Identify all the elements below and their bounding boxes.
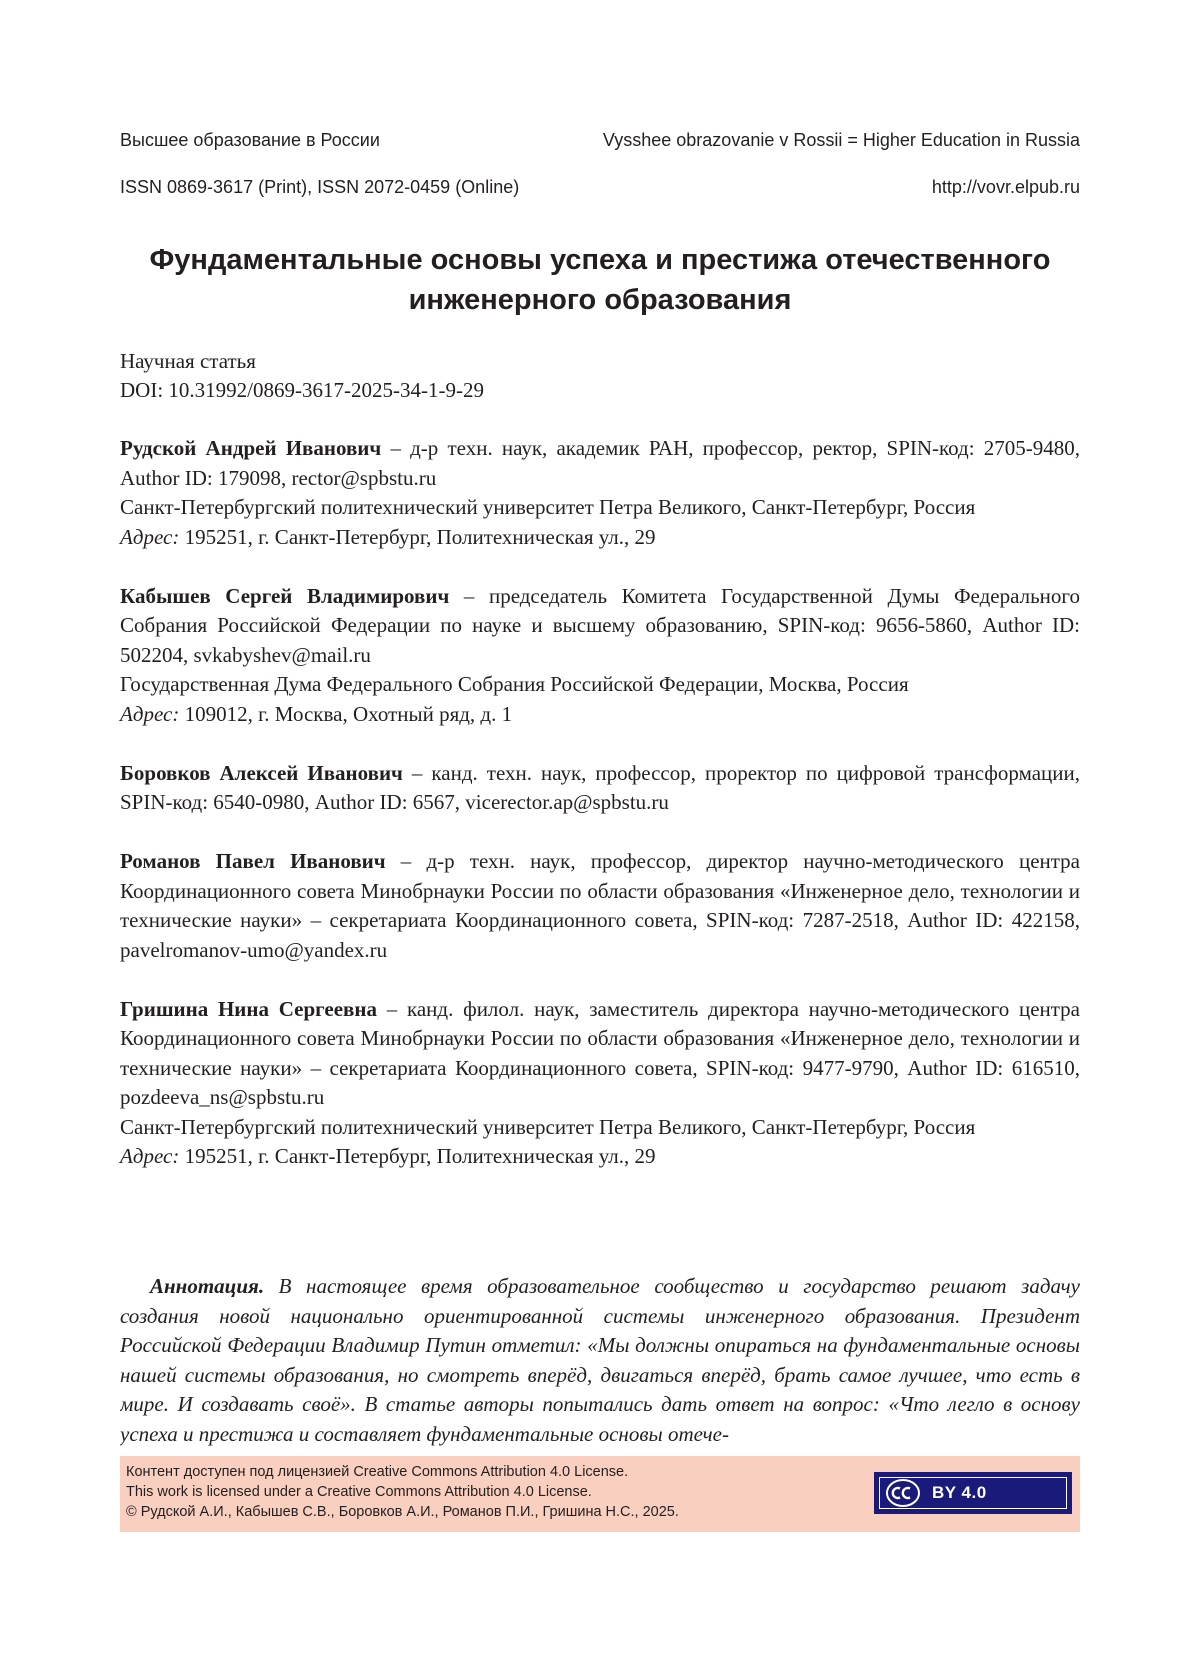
article-meta (120, 347, 1080, 405)
running-head-issn (120, 177, 1080, 198)
author-details: – канд. филол. наук, заместитель директора научно-методического центра Координационного совета Минобрнауки России по области образования «Инженерное дело, технологии и технические науки» – секретариата Координационного совета, SPIN-код: 9477-9790, Author ID: 616510, pozdeeva_ns@spbstu.ru (120, 996, 1081, 1109)
author-affiliation: Санкт-Петербургский политехнический университет Петра Великого, Санкт-Петербург, Россия (120, 495, 976, 519)
author-details: – д-р техн. наук, профессор, директор научно-методического центра Координационного совета Минобрнауки России по области образования «Инженерное дело, технологии и технические науки» – секретариата Координационного совета, SPIN-код: 7287-2518, Author ID: 422158, pavelromanov-umo@yandex.ru (120, 849, 1081, 962)
author-block (120, 995, 1080, 1172)
cc-by-badge[interactable] (874, 1472, 1072, 1514)
author-info (120, 847, 1080, 965)
author-info (120, 582, 1080, 671)
author-name: Боровков Алексей Иванович (120, 760, 403, 785)
creative-commons-icon (884, 1478, 922, 1508)
license-box (120, 1456, 1080, 1532)
author-name: Романов Павел Иванович (120, 849, 386, 873)
author-details: – канд. техн. наук, профессор, проректор по цифровой трансформации, SPIN-код: 6540-0980, Author ID: 6567, vicerector.ap@spbstu.ru (120, 760, 1081, 814)
journal-title-en: Vysshee obrazovanie v Rossii = Higher Education in Russia (602, 130, 1080, 150)
author-details: – д-р техн. наук, академик РАН, профессор, ректор, SPIN-код: 2705-9480, Author ID: 179098, rector@spbstu.ru (120, 436, 1080, 490)
address-value: 195251, г. Санкт-Петербург, Политехническая ул., 29 (179, 524, 656, 549)
author-info (120, 759, 1080, 818)
license-line-ru: Контент доступен под лицензией Creative Commons Attribution 4.0 License. (126, 1464, 629, 1480)
license-text (126, 1462, 866, 1522)
address-label: Адрес: (120, 701, 180, 726)
address-label: Адрес: (120, 524, 180, 549)
author-affiliation: Государственная Дума Федерального Собрания Российской Федерации, Москва, Россия (120, 672, 909, 696)
authors-list (120, 434, 1080, 1201)
journal-url[interactable]: http://vovr.elpub.ru (931, 177, 1080, 197)
author-address (120, 1142, 1080, 1172)
copyright-line: © Рудской А.И., Кабышев С.В., Боровков А.И., Романов П.И., Гришина Н.С., 2025. (126, 1504, 679, 1520)
author-info (120, 995, 1080, 1113)
address-value: 195251, г. Санкт-Петербург, Политехническая ул., 29 (179, 1144, 656, 1168)
author-affiliation: Санкт-Петербургский политехнический университет Петра Великого, Санкт-Петербург, Россия (120, 1114, 976, 1139)
author-block (120, 434, 1080, 552)
license-line-en: This work is licensed under a Creative Commons Attribution 4.0 License. (126, 1484, 592, 1500)
abstract-label: Аннотация. (150, 1274, 265, 1298)
address-value: 109012, г. Москва, Охотный ряд, д. 1 (179, 701, 513, 726)
author-name: Рудской Андрей Иванович (120, 436, 382, 460)
cc-badge-inner (879, 1477, 1067, 1509)
author-name: Кабышев Сергей Владимирович (120, 583, 450, 608)
journal-title-ru: Высшее образование в России (120, 130, 380, 150)
author-name: Гришина Нина Сергеевна (120, 996, 378, 1021)
abstract-paragraph (120, 1272, 1080, 1449)
author-info (120, 434, 1080, 493)
author-block (120, 759, 1080, 818)
abstract-text: В настоящее время образовательное сообщество и государство решают задачу создания новой национально ориентированной системы инженерного образования. Президент Российской Федерации Владимир Путин отметил: «Мы должны опираться на фундаментальные основы нашей системы образования, но смотреть вперёд, двигаться вперёд, брать самое лучшее, что есть в мире. И создавать своё». В статье авторы попытались дать ответ на вопрос: «Что легло в основу успеха и престижа и составляет фундаментальные основы отече- (120, 1274, 1080, 1446)
cc-badge-label: BY 4.0 (932, 1483, 987, 1502)
author-address (120, 523, 1080, 553)
author-address (120, 700, 1080, 730)
article-doi[interactable]: DOI: 10.31992/0869-3617-2025-34-1-9-29 (120, 378, 484, 402)
running-head-journal (120, 130, 1080, 151)
author-block (120, 582, 1080, 730)
article-title: Фундаментальные основы успеха и престижа отечественного инженерного образования (149, 244, 1051, 316)
abstract (120, 1272, 1080, 1449)
issn: ISSN 0869-3617 (Print), ISSN 2072-0459 (Online) (120, 177, 520, 197)
article-page (120, 0, 1080, 1658)
author-details: – председатель Комитета Государственной Думы Федерального Собрания Российской Федерации по науке и высшему образованию, SPIN-код: 9656-5860, Author ID: 502204, svkabyshev@mail.ru (120, 583, 1080, 667)
author-block (120, 847, 1080, 965)
article-type: Научная статья (120, 349, 256, 373)
address-label: Адрес: (120, 1144, 180, 1168)
